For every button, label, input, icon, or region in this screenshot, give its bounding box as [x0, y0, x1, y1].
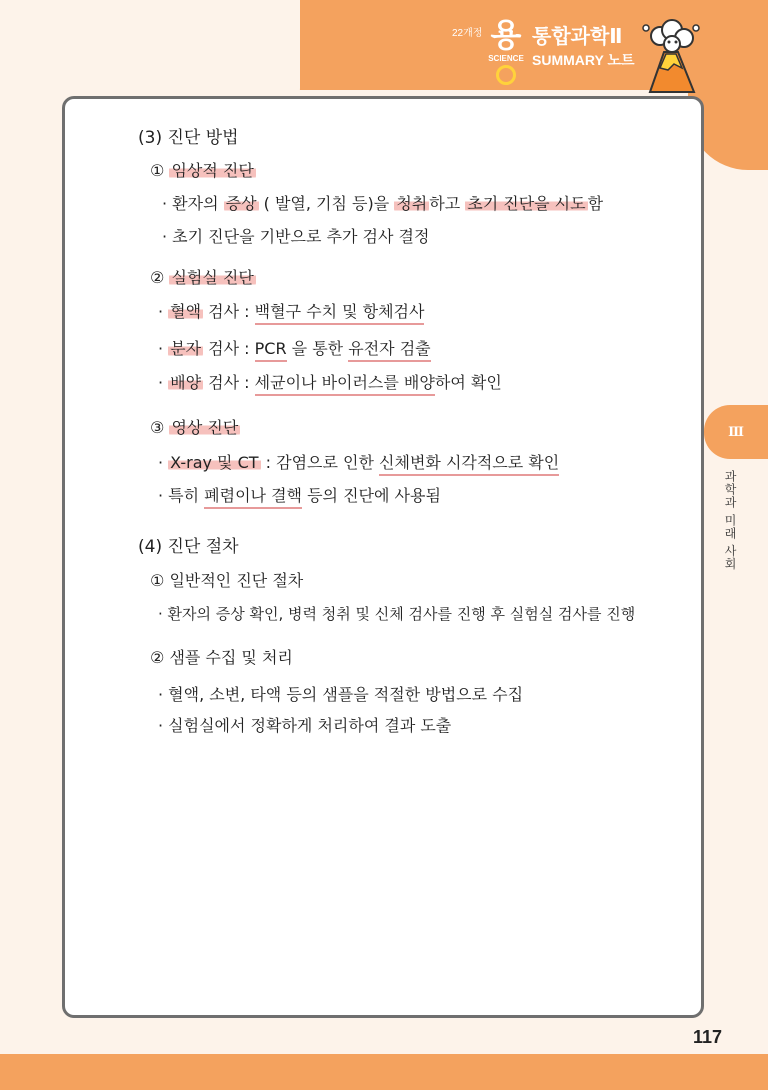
- underline-span: 세균이나 바이러스를 배양: [255, 373, 435, 396]
- bullet-line: [158, 483, 441, 506]
- logo-science-text: SCIENCE: [488, 54, 524, 63]
- item-heading: [150, 645, 293, 668]
- text-span: ·: [158, 373, 169, 392]
- chapter-title: 과학과 미래 사회: [723, 470, 737, 571]
- text-span: ·: [158, 302, 169, 321]
- bottom-band: [0, 1054, 768, 1090]
- bullet-line: [158, 299, 424, 322]
- text-span: 검사 :: [203, 302, 255, 321]
- underline-span: PCR: [255, 339, 287, 362]
- item-heading: [150, 158, 256, 181]
- underline-span: 폐렴이나 결핵: [204, 486, 302, 509]
- bullet-line: · 환자의 증상 확인, 병력 청취 및 신체 검사를 진행 후 실험실 검사를 진행: [158, 605, 636, 623]
- bullet-line: · 실험실에서 정확하게 처리하여 결과 도출: [158, 716, 452, 735]
- bullet-line: [158, 370, 502, 393]
- item-title: 일반적인 진단 절차: [169, 571, 304, 590]
- bullet-line: · 혈액, 소변, 타액 등의 샘플을 적절한 방법으로 수집: [158, 685, 524, 704]
- bullet-line: [158, 450, 559, 473]
- text-span: · 환자의: [162, 194, 224, 213]
- text-span: 검사 :: [203, 339, 255, 358]
- item-number: ②: [150, 648, 165, 667]
- volcano-mascot-icon: [636, 16, 706, 94]
- text-span: ·: [158, 339, 169, 358]
- brand-logo: [480, 18, 532, 88]
- item-heading: [150, 568, 303, 591]
- item-heading: [150, 415, 240, 438]
- underline-span: 유전자 검출: [348, 339, 430, 362]
- highlight-span: X-ray 및 CT: [170, 453, 259, 472]
- page-number: 117: [692, 1027, 722, 1047]
- text-span: 하여 확인: [434, 373, 502, 392]
- item-number: ①: [150, 161, 165, 180]
- text-span: 을 통한: [286, 339, 349, 358]
- text-span: 하고: [429, 194, 466, 213]
- item-number: ①: [150, 571, 165, 590]
- underline-span: 신체변화 시각적으로 확인: [379, 453, 559, 476]
- highlight-span: 초기 진단을 시도: [467, 194, 586, 213]
- logo-mark: 용: [490, 16, 522, 54]
- text-span: 검사 :: [203, 373, 255, 392]
- highlight-span: 청취: [396, 194, 428, 213]
- logo-ring-icon: [496, 65, 516, 85]
- chapter-number: Ⅲ: [728, 424, 744, 440]
- section-heading: (4) 진단 절차: [138, 537, 239, 557]
- brand-subtitle: SUMMARY 노트: [532, 52, 635, 68]
- item-heading: [150, 265, 256, 288]
- highlight-span: 증상: [225, 194, 257, 213]
- highlight-span: 분자: [170, 339, 202, 358]
- item-number: ③: [150, 418, 165, 437]
- item-title: 임상적 진단: [171, 161, 254, 180]
- text-span: · 특히: [158, 486, 205, 505]
- chapter-tab: [704, 405, 768, 459]
- header-brand: [440, 14, 740, 84]
- item-title: 실험실 진단: [171, 268, 254, 287]
- highlight-span: 배양: [170, 373, 202, 392]
- edition-label: 22개정: [452, 28, 483, 39]
- bullet-line: · 초기 진단을 기반으로 추가 검사 결정: [162, 227, 430, 246]
- underline-span: 백혈구 수치 및 항체검사: [255, 302, 425, 325]
- item-title: 영상 진단: [171, 418, 239, 437]
- text-span: 함: [587, 194, 604, 213]
- item-title: 샘플 수집 및 처리: [169, 648, 293, 667]
- bullet-line: [158, 336, 431, 359]
- text-span: : 감염으로 인한: [260, 453, 380, 472]
- section-heading: (3) 진단 방법: [138, 128, 239, 148]
- highlight-span: 혈액: [170, 302, 202, 321]
- text-span: ·: [158, 453, 169, 472]
- text-span: 등의 진단에 사용됨: [302, 486, 441, 505]
- text-span: ( 발열, 기침 등)을: [258, 194, 395, 213]
- brand-title: 통합과학Ⅱ: [532, 24, 623, 48]
- item-number: ②: [150, 268, 165, 287]
- bullet-line: [162, 191, 603, 214]
